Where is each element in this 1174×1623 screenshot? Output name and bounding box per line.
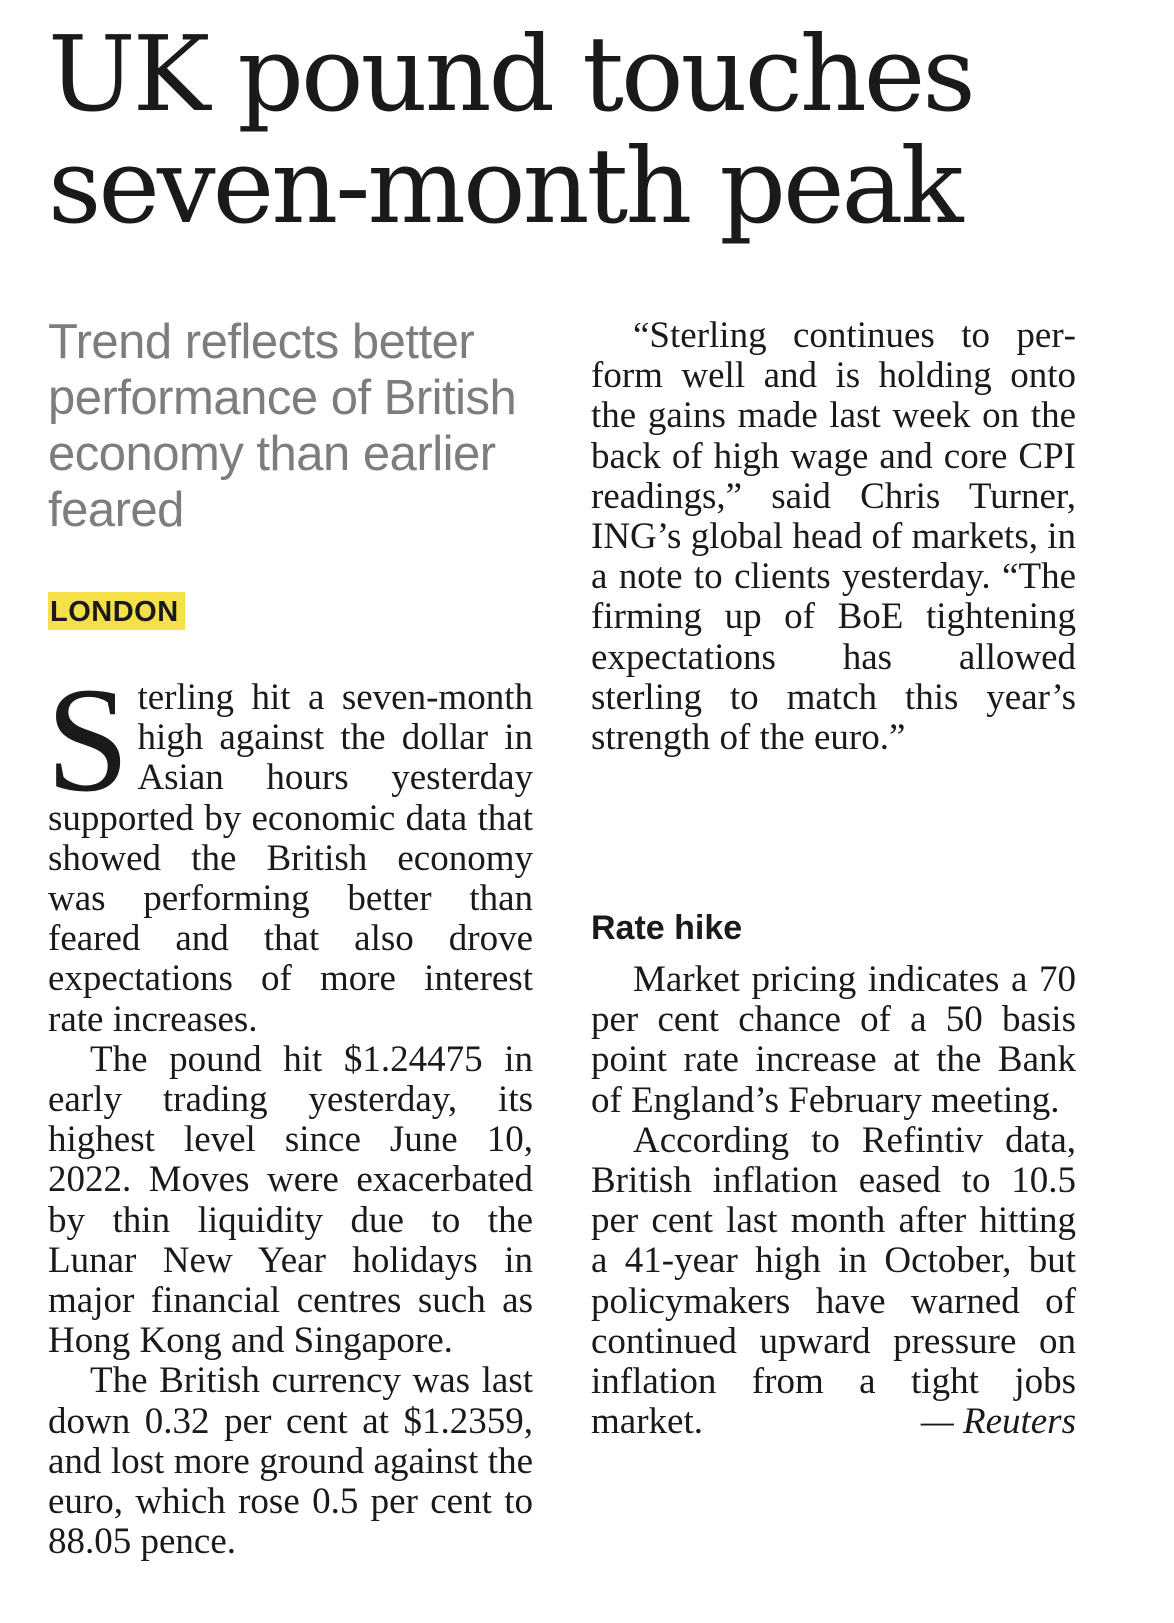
right-body-2 (591, 960, 1076, 1442)
paragraph-2: The pound hit $1.24475 in early trading yesterday, its highest level since June 10, 2022. Moves were exacerbated by thin liquidity due to the Lunar New Year holidays in major financial centres such as Hong Kong and Singapore. (48, 1038, 533, 1362)
left-body (46, 657, 533, 1563)
paragraph-6 (591, 1121, 1076, 1443)
byline: — Reuters (920, 1401, 1076, 1443)
paragraph-1-text: terling hit a seven-month high against the dollar in Asian hours yesterday supported by economic data that showed the British economy was performing better than feared and that also drove expectations of more interest rate increases. (48, 677, 533, 1040)
deck: Trend reflects better performance of British economy than earlier feared (48, 315, 517, 537)
paragraph-1 (46, 657, 533, 1040)
subhead: Rate hike (591, 909, 743, 947)
paragraph-5: Market pricing indicates a 70 per cent chance of a 50 basis point rate increase at the Bank of England’s February meeting. (591, 959, 1076, 1121)
dateline-badge: LONDON (48, 592, 185, 630)
headline: UK pound touches seven-month peak (48, 13, 973, 247)
paragraph-6-text: According to Refintiv data, British inflation eased to 10.5 per cent last month after hitting a 41-year high in October, but policymakers have warned of continued upward pressure on inflation from a tight jobs market. (591, 1119, 1076, 1443)
paragraph-3-start (48, 1361, 533, 1562)
paragraph-3-text: The British currency was last down 0.32 per cent at $1.2359, and lost more ground against the euro, which rose 0.5 per cent to 88.05 pence. (48, 1360, 533, 1563)
paragraph-4: “Sterling continues to perform well and is holding onto the gains made last week on the back of high wage and core CPI readings,” said Chris Turner, ING’s global head of markets, in a note to clients yesterday. “The firming up of BoE tightening expectations has allowed sterling to match this year’s strength of the euro.” (591, 315, 1076, 759)
right-body (591, 316, 1076, 758)
drop-cap: S (46, 657, 130, 823)
